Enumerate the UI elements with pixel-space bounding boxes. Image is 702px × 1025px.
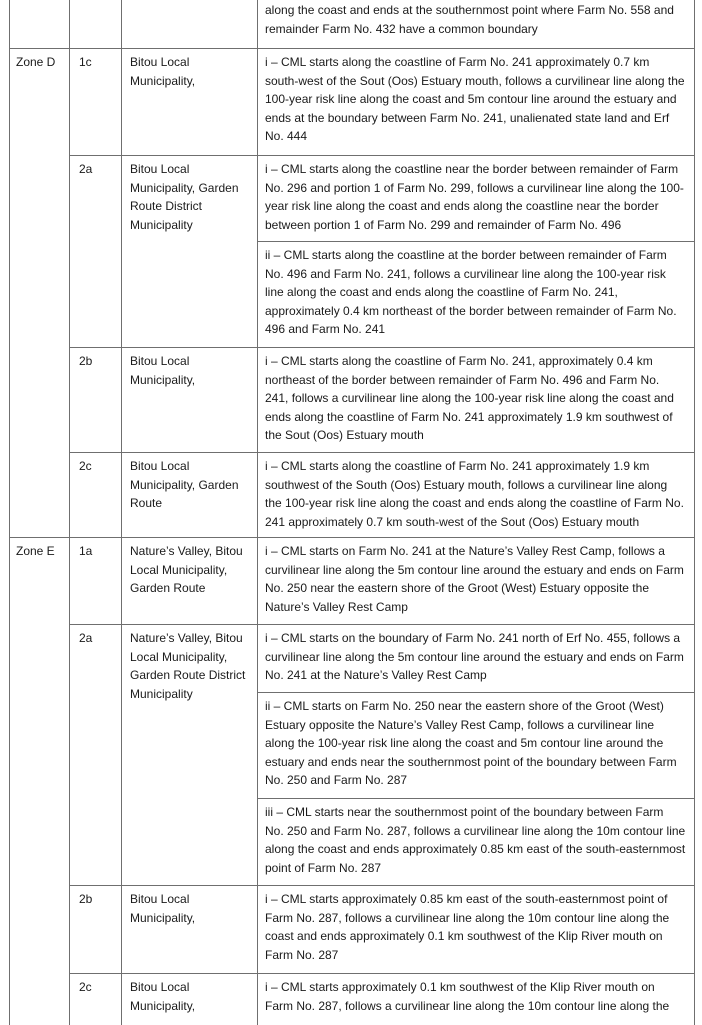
municipality-cell: Municipality, bbox=[130, 910, 196, 925]
cml-description: curvilinear line along the 5m contour line around the estuary and ends on Farm bbox=[265, 649, 684, 664]
row-rule bbox=[257, 624, 695, 625]
cml-description: along the 100-year risk line along the coast and 5m contour line around the bbox=[265, 736, 664, 751]
row-rule bbox=[69, 347, 258, 348]
row-rule bbox=[69, 885, 258, 886]
cml-description: the Sout (Oos) Estuary mouth bbox=[265, 428, 424, 443]
row-rule bbox=[257, 48, 695, 49]
municipality-cell: Municipality, bbox=[130, 73, 196, 88]
row-rule bbox=[257, 452, 695, 453]
municipality-cell: Local Municipality, bbox=[130, 562, 228, 577]
cml-description: i – CML starts along the coastline of Farm No. 241, approximately 0.4 km bbox=[265, 354, 653, 368]
cml-description: No. 241 at the Nature’s Valley Rest Camp bbox=[265, 668, 487, 683]
municipality-cell: Local Municipality, bbox=[130, 649, 228, 664]
zone-rule bbox=[9, 48, 70, 49]
sub-area-code: 2a bbox=[79, 631, 93, 645]
row-rule bbox=[257, 537, 695, 538]
cml-description: 241, follows a curvilinear line along the 100-year risk line along the coast and bbox=[265, 391, 674, 406]
cml-description: i – CML starts along the coastline of Farm No. 241 approximately 1.9 km bbox=[265, 459, 650, 473]
sub-area-code: 2a bbox=[79, 162, 93, 176]
municipality-cell: Route District bbox=[130, 199, 203, 214]
row-rule bbox=[257, 241, 695, 242]
municipality-cell: Municipality, Garden bbox=[130, 180, 239, 195]
municipality-cell: Bitou Local bbox=[130, 892, 190, 906]
cml-description: south-west of the Sout (Oos) Estuary mouth, follows a curvilinear line along the bbox=[265, 73, 685, 88]
municipality-cell: Nature’s Valley, Bitou bbox=[130, 544, 243, 558]
cml-description: i – CML starts approximately 0.85 km east of the south-easternmost point of bbox=[265, 892, 668, 906]
row-rule bbox=[257, 155, 695, 156]
municipality-cell: Bitou Local bbox=[130, 354, 190, 368]
cml-description: year risk line along the coast and ends along the coastline near the border bbox=[265, 199, 659, 214]
cml-description: southwest of the South (Oos) Estuary mouth, follows a curvilinear line along bbox=[265, 477, 668, 492]
cml-description: No. 444 bbox=[265, 129, 308, 144]
cml-description: Nature’s Valley Rest Camp bbox=[265, 599, 408, 614]
row-rule bbox=[69, 155, 258, 156]
municipality-cell: Route bbox=[130, 496, 163, 511]
cml-description: remainder Farm No. 432 have a common boundary bbox=[265, 21, 538, 36]
sub-area-code: 1c bbox=[79, 55, 92, 69]
cml-description: No. 496 and Farm No. 241, follows a curvilinear line along the 100-year risk bbox=[265, 266, 666, 281]
cml-description: iii – CML starts near the southernmost point of the boundary between Farm bbox=[265, 805, 664, 819]
cml-description: ends along the coastline of Farm No. 241 approximately 1.9 km southwest of bbox=[265, 409, 673, 424]
sub-area-code: 2c bbox=[79, 980, 92, 994]
cml-description: Farm No. 287, follows a curvilinear line along the 10m contour line along the bbox=[265, 910, 670, 925]
cml-description: i – CML starts along the coastline near the border between remainder of Farm bbox=[265, 162, 679, 176]
municipality-cell: Garden Route District bbox=[130, 668, 246, 683]
cml-description: the 100-year risk line along the coast and ends along the coastline of Farm No. bbox=[265, 496, 684, 511]
column-rule bbox=[694, 0, 695, 1025]
cml-description: along the coast and ends approximately 0.85 km east of the south-easternmost bbox=[265, 842, 686, 857]
cml-description: approximately 0.4 km northeast of the border between remainder of Farm No. bbox=[265, 303, 677, 318]
column-rule bbox=[121, 0, 122, 1025]
cml-description: No. 250 near the eastern shore of the Groot (West) Estuary opposite the bbox=[265, 581, 649, 596]
sub-area-code: 1a bbox=[79, 544, 93, 558]
municipality-cell: Bitou Local bbox=[130, 459, 190, 473]
municipality-cell: Garden Route bbox=[130, 581, 206, 596]
cml-description: i – CML starts along the coastline of Farm No. 241 approximately 0.7 km bbox=[265, 55, 650, 69]
municipality-cell: Municipality, bbox=[130, 998, 196, 1013]
cml-description: 100-year risk line along the coast and 5m contour line around the estuary and bbox=[265, 92, 677, 107]
row-rule bbox=[69, 452, 258, 453]
row-rule bbox=[257, 347, 695, 348]
column-rule bbox=[257, 0, 258, 1025]
cml-description: 496 and Farm No. 241 bbox=[265, 322, 386, 337]
cml-description: No. 296 and portion 1 of Farm No. 299, follows a curvilinear line along the 100- bbox=[265, 180, 684, 195]
municipality-cell: Municipality bbox=[130, 686, 193, 701]
row-rule bbox=[69, 624, 258, 625]
cml-description: estuary and ends near the southernmost point of the boundary between Farm bbox=[265, 754, 677, 769]
cml-description: coast and ends approximately 0.1 km southwest of the Klip River mouth on bbox=[265, 929, 663, 944]
cml-description: between portion 1 of Farm No. 299 and remainder of Farm No. 496 bbox=[265, 217, 622, 232]
cml-description: along the coast and ends at the southernmost point where Farm No. 558 and bbox=[265, 3, 674, 17]
cml-description: line along the coast and ends along the coastline of Farm No. 241, bbox=[265, 285, 618, 300]
cml-description: 241 approximately 0.7 km south-west of the Sout (Oos) Estuary mouth bbox=[265, 514, 640, 529]
zone-label: Zone E bbox=[16, 544, 55, 558]
municipality-cell: Bitou Local bbox=[130, 980, 190, 994]
cml-description: curvilinear line along the 5m contour line around the estuary and ends on Farm bbox=[265, 562, 684, 577]
row-rule bbox=[257, 885, 695, 886]
cml-description: No. 250 and Farm No. 287 bbox=[265, 773, 408, 788]
sub-area-code: 2b bbox=[79, 354, 93, 368]
column-rule bbox=[9, 0, 10, 1025]
row-rule bbox=[69, 973, 258, 974]
municipality-cell: Municipality, bbox=[130, 372, 196, 387]
cml-description: i – CML starts on Farm No. 241 at the Nature’s Valley Rest Camp, follows a bbox=[265, 544, 665, 558]
sub-area-code: 2c bbox=[79, 459, 92, 473]
cml-description: ii – CML starts on Farm No. 250 near the eastern shore of the Groot (West) bbox=[265, 699, 664, 713]
cml-description: i – CML starts approximately 0.1 km southwest of the Klip River mouth on bbox=[265, 980, 655, 994]
municipality-cell: Bitou Local bbox=[130, 55, 190, 69]
municipality-cell: Bitou Local bbox=[130, 162, 190, 176]
zone-label: Zone D bbox=[16, 55, 56, 69]
row-rule bbox=[257, 798, 695, 799]
municipality-cell: Nature’s Valley, Bitou bbox=[130, 631, 243, 645]
row-rule bbox=[69, 48, 258, 49]
municipality-cell: Municipality, Garden bbox=[130, 477, 239, 492]
row-rule bbox=[257, 692, 695, 693]
column-rule bbox=[69, 0, 70, 1025]
cml-description: Farm No. 287, follows a curvilinear line along the 10m contour line along the bbox=[265, 998, 670, 1013]
zone-rule bbox=[9, 537, 70, 538]
cml-description: i – CML starts on the boundary of Farm No. 241 north of Erf No. 455, follows a bbox=[265, 631, 681, 645]
cml-description: northeast of the border between remainder of Farm No. 496 and Farm No. bbox=[265, 372, 660, 387]
row-rule bbox=[257, 973, 695, 974]
cml-description: Farm No. 287 bbox=[265, 947, 339, 962]
cml-description: Estuary opposite the Nature’s Valley Rest Camp, follows a curvilinear line bbox=[265, 717, 655, 732]
cml-description: point of Farm No. 287 bbox=[265, 860, 382, 875]
cml-description: ii – CML starts along the coastline at the border between remainder of Farm bbox=[265, 248, 667, 262]
municipality-cell: Municipality bbox=[130, 217, 193, 232]
row-rule bbox=[69, 537, 258, 538]
cml-description: No. 250 and Farm No. 287, follows a curvilinear line along the 10m contour line bbox=[265, 823, 686, 838]
cml-description: ends at the boundary between Farm No. 241, unalienated state land and Erf bbox=[265, 110, 670, 125]
sub-area-code: 2b bbox=[79, 892, 93, 906]
